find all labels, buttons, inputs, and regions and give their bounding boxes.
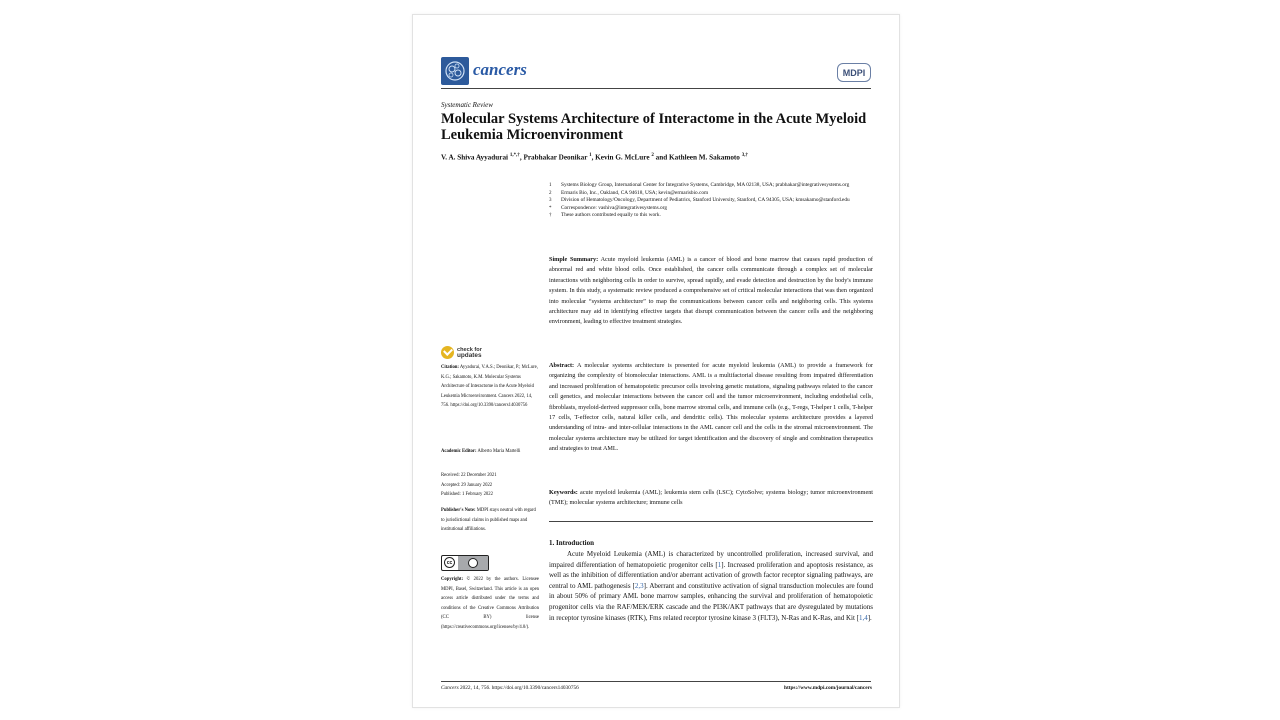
author-affiliation-mark: 1,*,† — [509, 153, 520, 158]
section-heading: 1. Introduction — [549, 539, 594, 547]
abstract — [549, 361, 873, 455]
author-affiliation-mark: 3,† — [741, 153, 748, 158]
author-name: V. A. Shiva Ayyadurai — [441, 153, 509, 162]
reference-link[interactable]: 2,3 — [634, 581, 644, 590]
keywords-text: acute myeloid leukemia (AML); leukemia stem cells (LSC); CytoSolve; systems biology; tumor microenvironment (TME); molecular systems architecture; immune cells — [549, 489, 874, 507]
simple-summary-text: Acute myeloid leukemia (AML) is a cancer of blood and bone marrow that causes rapid production of abnormal red and white blood cells. Once established, the cancer cells communicate through a complex set of molecular interactions with neighboring cells in order to survive, spread rapidly, and evade detection and destruction by the body's immune system. In this study, a systematic review produced a comprehensive set of critical molecular interactions that was then organized into molecular “systems architecture” to map the communications between cancer cells and neighboring cells. This systems architecture may aid in identifying effective targets that disrupt communication between the cancer cells and the neighboring environment, leading to effective treatment strategies. — [549, 256, 873, 326]
affiliation-list — [549, 182, 873, 220]
author-name: Kevin G. McLure — [595, 153, 650, 162]
publisher-logo: MDPI — [837, 63, 871, 82]
author-name: Prabhakar Deonikar — [523, 153, 588, 162]
author-name: Kathleen M. Sakamoto — [669, 153, 740, 162]
academic-editor: Academic Editor: Alberto Maria Martelli — [441, 449, 521, 454]
affiliation-item: * Correspondence: vashiva@integrativesystems.org — [549, 204, 667, 211]
affiliation-item: † These authors contributed equally to this work. — [549, 212, 661, 219]
check-updates-label: check for updates — [457, 347, 482, 359]
introduction-paragraph: Acute Myeloid Leukemia (AML) is characterized by uncontrolled proliferation, increased survival, and impaired differentiation of hematopoietic progenitor cells [1]. Increased proliferation and apoptosis resistance, as well as the inhibition of differentiation and/or aberrant activation of growth factor receptor signaling pathways, are central to AML pathogenesis [2,3]. Aberrant and constitutive activation of signal transduction molecules are found in about 50% of primary AML bone marrow samples, enhancing the survival and proliferation of hematopoietic progenitor cells via the RAF/MEK/ERK cascade and the PI3K/AKT pathways that are dysregulated by mutations in receptor tyrosine kinases (RTK), Fms related receptor tyrosine kinase 3 (FLT3), N-Ras and K-Ras, and Kit [1,4]. — [549, 550, 873, 622]
author-list: V. A. Shiva Ayyadurai $^{1,*,\dagger}$, Prabhakar Deonikar $^1$, Kevin G. McLure $^2$ and Kathleen M. Sakamoto $^{3,\dagger}$ — [441, 153, 748, 162]
journal-logo-icon — [441, 57, 469, 85]
article-title: Molecular Systems Architecture of Interactome in the Acute Myeloid Leukemia Microenvironment — [441, 111, 867, 143]
copyright-notice: Copyright: © 2022 by the authors. Licensee MDPI, Basel, Switzerland. This article is an open access article distributed under the terms and conditions of the Creative Commons Attribution (CC BY) license (https://creativecommons.org/licenses/by/4.0/). — [441, 577, 539, 630]
check-updates-icon — [441, 346, 454, 359]
reference-link[interactable]: 1,4 — [858, 613, 868, 622]
date-published: Published: 1 February 2022 — [441, 492, 493, 498]
footer-journal-link[interactable]: https://www.mdpi.com/journal/cancers — [784, 685, 872, 691]
section-divider — [549, 521, 873, 522]
article-type: Systematic Review — [441, 101, 493, 109]
affiliation-item: 1 Systems Biology Group, International Center for Integrative Systems, Cambridge, MA 02138, USA; prabhakar@integrativesystems.org — [549, 182, 850, 188]
footer-citation: Cancers 2022, 14, 756. https://doi.org/10.3390/cancers14030756 — [441, 685, 579, 691]
check-for-updates-button[interactable] — [441, 346, 521, 362]
footer-divider — [441, 681, 871, 682]
citation-info: Citation: Ayyadurai, V.A.S.; Deonikar, P.; McLure, K.G.; Sakamoto, K.M. Molecular Systems Architecture of Interactome in the Acute Myeloid Leukemia Microenvironment. Cancers 2022, 14, 756. https://doi.org/10.3390/cancers14030756 — [441, 365, 538, 409]
attribution-icon — [468, 558, 478, 568]
affiliation-item: 3 Division of Hematology/Oncology, Department of Pediatrics, Stanford University, Stanford, CA 94305, USA; kmsakamo@stanford.edu — [549, 197, 850, 204]
simple-summary-label: Simple Summary: — [549, 256, 599, 263]
publication-dates — [441, 471, 539, 500]
cc-by-license-icon[interactable] — [441, 555, 489, 571]
simple-summary — [549, 255, 873, 328]
author-affiliation-mark: 1 — [589, 153, 592, 158]
header-divider — [441, 88, 871, 89]
publisher-note: Publisher's Note: MDPI stays neutral with regard to jurisdictional claims in published maps and institutional affiliations. — [441, 508, 536, 533]
abstract-label: Abstract: — [549, 362, 575, 369]
journal-name: cancers — [473, 60, 527, 79]
keywords-label: Keywords: — [549, 489, 578, 496]
keywords — [549, 488, 873, 509]
author-affiliation-mark: 2 — [651, 153, 654, 158]
reference-link[interactable]: 1 — [717, 560, 722, 569]
abstract-text: A molecular systems architecture is presented for acute myeloid leukemia (AML) to provide a framework for organizing the complexity of biomolecular interactions. AML is a multifactorial disease resulting from impaired differentiation and increased proliferation of hematopoietic precursor cells involving genetic mutations, signaling pathways related to the cancer cell genetics, and molecular interactions between the cancer cell and the tumor microenvironment, including endothelial cells, fibroblasts, myeloid-derived suppressor cells, bone marrow stromal cells, and immune cells (e.g., T-regs, T-helper 1 cells, T-helper 17 cells, T-effector cells, natural killer cells, and dendritic cells). This molecular systems architecture provides a layered understanding of intra- and inter-cellular interactions in the AML cancer cell and the cells in the stromal microenvironment. The molecular systems architecture may be utilized for target identification and the discovery of single and combination therapeutics and strategies to treat AML. — [549, 362, 873, 453]
date-accepted: Accepted: 29 January 2022 — [441, 482, 493, 488]
date-received: Received: 22 December 2021 — [441, 473, 497, 478]
affiliation-item: 2 Ermaris Bio, Inc., Oakland, CA 94618, USA; kevin@ermarisbio.com — [549, 189, 709, 196]
document-page — [412, 14, 900, 708]
cc-logo: cc — [444, 557, 455, 568]
